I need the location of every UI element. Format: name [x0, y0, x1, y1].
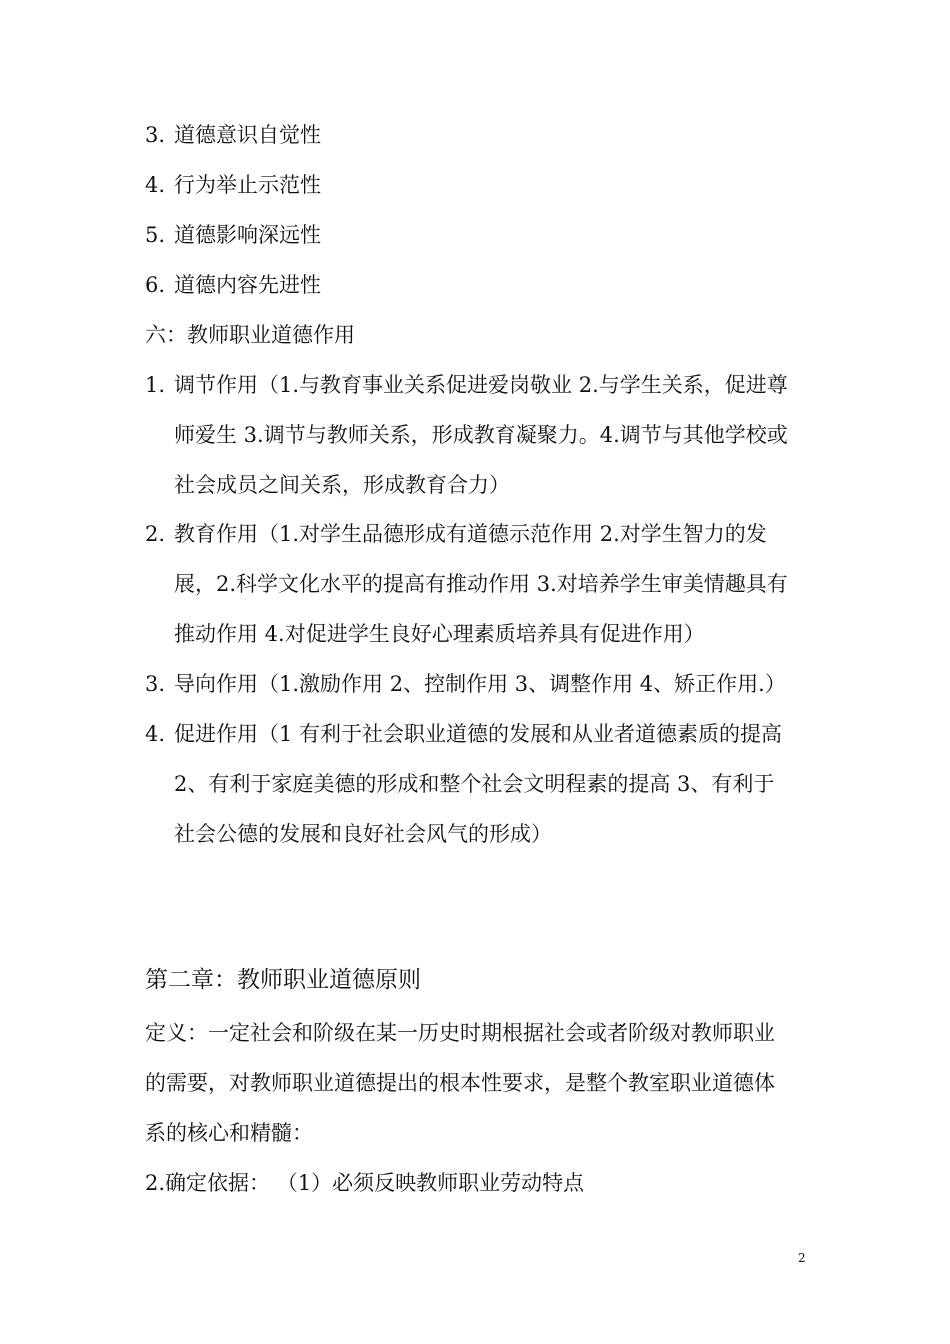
list-item [145, 172, 321, 198]
definition-line: 系的核心和精髓： [145, 1121, 313, 1145]
list-text-continuation: 推动作用 4.对促进学生良好心理素质培养具有促进作用） [174, 622, 705, 646]
list-text-continuation: 社会成员之间关系，形成教育合力） [174, 473, 510, 497]
page-number: 2 [798, 1251, 806, 1265]
list-text: 行为举止示范性 [174, 173, 321, 197]
list-text-continuation: 展，2.科学文化水平的提高有推动作用 3.对培养学生审美情趣具有 [174, 572, 788, 596]
basis-line: 2.确定依据： （1）必须反映教师职业劳动特点 [145, 1171, 585, 1195]
list-item [145, 222, 321, 248]
list-text: 调节作用（1.与教育事业关系促进爱岗敬业 2.与学生关系，促进尊 [174, 373, 788, 397]
list-number: 5. [145, 223, 166, 247]
section-heading: 六：教师职业道德作用 [145, 323, 355, 347]
list-text-continuation: 2、有利于家庭美德的形成和整个社会文明程素的提高 3、有利于 [174, 772, 775, 796]
list-item [145, 372, 788, 398]
definition-line: 定义：一定社会和阶级在某一历史时期根据社会或者阶级对教师职业 [145, 1021, 775, 1045]
definition-line: 的需要，对教师职业道德提出的根本性要求，是整个教室职业道德体 [145, 1071, 775, 1095]
list-item [145, 721, 782, 747]
list-number: 4. [145, 722, 166, 746]
list-number: 2. [145, 522, 166, 546]
list-text: 促进作用（1 有利于社会职业道德的发展和从业者道德素质的提高 [174, 722, 783, 746]
list-number: 3. [145, 123, 166, 147]
list-text: 道德影响深远性 [174, 223, 321, 247]
list-text: 导向作用（1.激励作用 2、控制作用 3、调整作用 4、矫正作用.） [174, 672, 786, 696]
list-text: 道德内容先进性 [174, 273, 321, 297]
list-item [145, 521, 767, 547]
list-number: 6. [145, 273, 166, 297]
list-text: 教育作用（1.对学生品德形成有道德示范作用 2.对学生智力的发 [174, 522, 767, 546]
list-item [145, 272, 321, 298]
list-number: 3. [145, 672, 166, 696]
list-text-continuation: 社会公德的发展和良好社会风气的形成） [174, 822, 552, 846]
list-number: 1. [145, 373, 166, 397]
list-item [145, 122, 321, 148]
list-text: 道德意识自觉性 [174, 123, 321, 147]
chapter-title: 第二章：教师职业道德原则 [145, 967, 421, 993]
list-item [145, 671, 786, 697]
list-number: 4. [145, 173, 166, 197]
list-text-continuation: 师爱生 3.调节与教师关系，形成教育凝聚力。4.调节与其他学校或 [174, 423, 788, 447]
